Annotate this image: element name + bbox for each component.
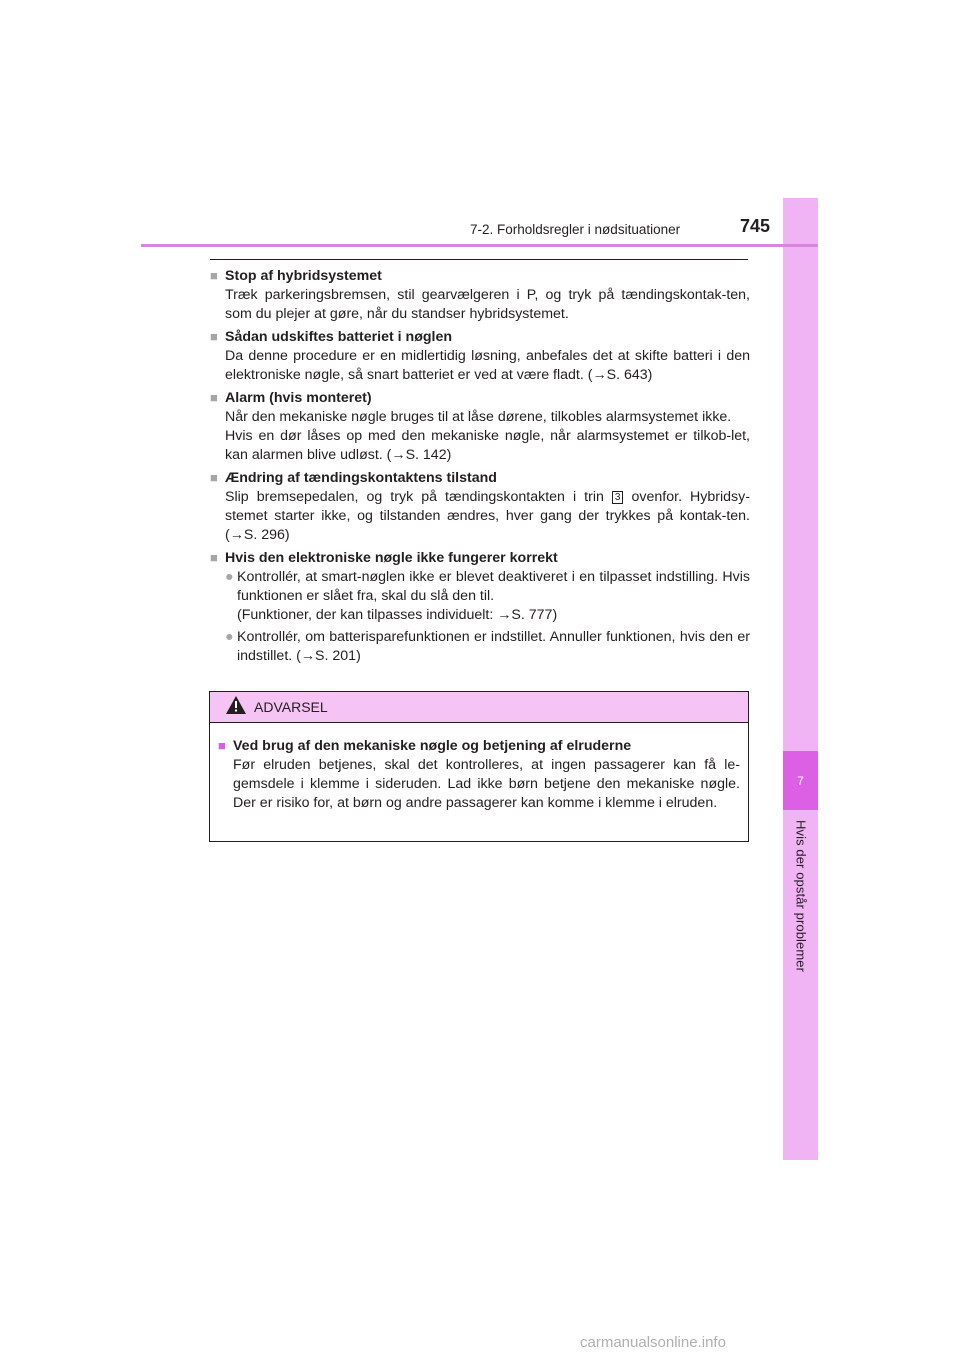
header-divider — [141, 244, 818, 247]
warning-label: ADVARSEL — [254, 699, 328, 715]
section-heading: ■ Stop af hybridsystemet — [210, 268, 382, 284]
section-stop-hybrid — [210, 266, 750, 324]
section-ignition-mode — [210, 468, 750, 545]
chapter-number: 7 — [783, 751, 818, 810]
square-bullet-icon: ■ — [210, 390, 218, 405]
square-bullet-icon: ■ — [210, 329, 218, 344]
section-heading: ■ Hvis den elektroniske nøgle ikke fungerer korrekt — [210, 550, 558, 566]
warning-header — [210, 692, 748, 723]
section-key-malfunction — [210, 548, 750, 666]
warning-text: Før elruden betjenes, skal det kontrolleres, at ingen passagerer kan få le-gemsdele i klemme i sideruden. Lad ikke børn betjene den mekaniske nøgle. Der er risiko for, at børn og andre passagerer kan komme i klemme i elruden. — [233, 757, 740, 811]
section-text: Da denne procedure er en midlertidig løsning, anbefales det at skifte batteri i den elektroniske nøgle, så snart batteriet er ved at være fladt. (→S. 643) — [225, 348, 750, 383]
section-text: Træk parkeringsbremsen, stil gearvælgeren i P, og tryk på tændingskontak-ten, som du plejer at gøre, når du standser hybridsystemet. — [225, 287, 750, 322]
chapter-side-tab — [783, 198, 818, 1160]
section-title: 7-2. Forholdsregler i nødsituationer — [470, 222, 681, 237]
section-heading: ■ Alarm (hvis monteret) — [210, 390, 372, 406]
section-heading: ■ Sådan udskiftes batteriet i nøglen — [210, 329, 453, 345]
square-bullet-icon: ■ — [210, 268, 218, 283]
page-number: 745 — [740, 216, 771, 236]
section-alarm — [210, 388, 750, 465]
content-top-rule — [210, 259, 748, 260]
watermark: carmanualsonline.info — [580, 1334, 726, 1351]
warning-box — [209, 691, 749, 842]
square-bullet-icon: ■ — [210, 470, 218, 485]
section-text-2: Hvis en dør låses op med den mekaniske nøgle, når alarmsystemet er tilkob-let, kan alarmen blive udløst. (→S. 142) — [225, 428, 750, 463]
section-battery-replace — [210, 327, 750, 385]
section-text: Slip bremsepedalen, og tryk på tændingskontakten i trin 3 ovenfor. Hybridsy-stemet starter ikke, og tilstanden ændres, hver gang der trykkes på kontak-ten. (→S. 296) — [225, 489, 750, 543]
warning-body — [210, 723, 748, 813]
section-text: Når den mekaniske nøgle bruges til at låse dørene, tilkobles alarmsystemet ikke. — [225, 409, 732, 425]
list-item: ● Kontrollér, at smart-nøglen ikke er blevet deaktiveret i en tilpasset indstilling. Hvis funktionen er slået fra, skal du slå den til. (Funktioner, der kan tilpasses individuelt: →S. 777) — [225, 569, 750, 623]
circle-bullet-icon: ● — [225, 629, 234, 645]
section-heading: ■ Ændring af tændingskontaktens tilstand — [210, 470, 497, 486]
chapter-title: Hvis der opstår problemer — [793, 820, 809, 973]
square-bullet-icon: ■ — [218, 738, 226, 753]
main-content — [210, 266, 750, 669]
square-bullet-icon: ■ — [210, 550, 218, 565]
warning-title: ■ Ved brug af den mekaniske nøgle og betjening af elruderne — [218, 738, 632, 754]
warning-triangle-icon — [226, 696, 246, 719]
step-number-box: 3 — [612, 491, 624, 504]
list-item: ● Kontrollér, om batterisparefunktionen er indstillet. Annuller funktionen, hvis den er indstillet. (→S. 201) — [225, 629, 750, 664]
circle-bullet-icon: ● — [225, 569, 234, 585]
